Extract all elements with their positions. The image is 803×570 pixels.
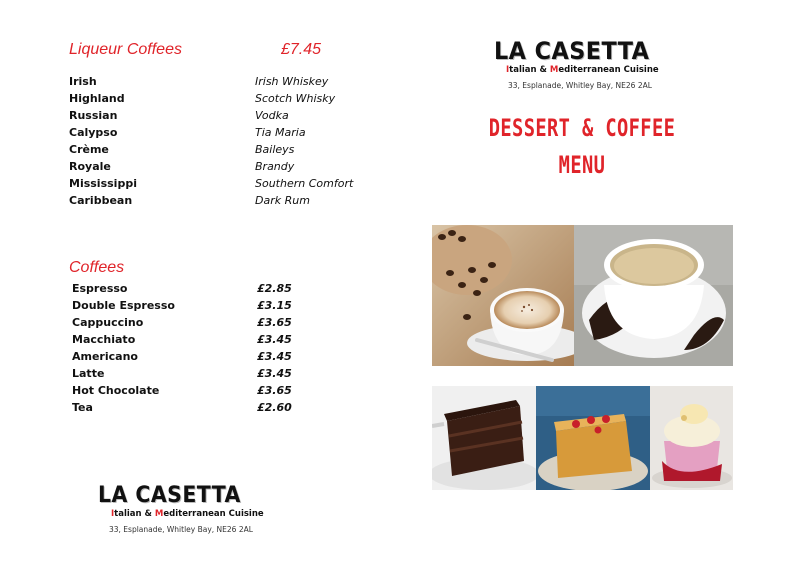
coffee-name: Cappuccino: [72, 316, 144, 329]
liqueur-spirit: Scotch Whisky: [255, 92, 336, 105]
liqueur-name: Royale: [69, 160, 111, 173]
coffee-price: £3.45: [257, 333, 292, 346]
tagline-part-2: editerranean Cuisine: [558, 65, 659, 75]
coffee-list: [72, 280, 332, 420]
liqueur-name: Mississippi: [69, 177, 137, 190]
liqueur-spirit: Brandy: [255, 160, 295, 173]
liqueur-spirit: Southern Comfort: [255, 177, 354, 190]
tagline-part-1: talian &: [509, 65, 550, 75]
list-item: [69, 107, 399, 124]
list-item: [69, 73, 399, 90]
tagline-initial-m: M: [549, 65, 559, 75]
list-item: [69, 90, 399, 107]
logo-name: LA CASETTA: [98, 483, 241, 508]
headline-line-1: DESSERT & COFFEE: [488, 114, 676, 142]
tagline-initial-i: I: [506, 65, 510, 75]
tagline-initial-m: M: [154, 509, 164, 519]
logo-top: [494, 37, 684, 90]
coffee-name: Double Espresso: [72, 299, 175, 312]
liqueur-spirit: Tia Maria: [255, 126, 306, 139]
list-item: [69, 158, 399, 175]
coffee-price: £3.45: [257, 367, 292, 380]
list-item: [72, 297, 332, 314]
list-item: [72, 365, 332, 382]
list-item: [72, 331, 332, 348]
coffee-name: Tea: [72, 401, 93, 414]
logo-address: 33, Esplanade, Whitley Bay, NE26 2AL: [109, 525, 253, 534]
liqueur-spirit: Dark Rum: [255, 194, 310, 207]
coffee-price: £2.85: [257, 282, 292, 295]
liqueur-name: Calypso: [69, 126, 118, 139]
coffee-cup-photo: [574, 225, 733, 366]
coffee-name: Americano: [72, 350, 138, 363]
logo-name: LA CASETTA: [494, 37, 650, 65]
liqueur-name: Russian: [69, 109, 118, 122]
tagline-part-2: editerranean Cuisine: [163, 509, 264, 519]
logo-address: 33, Esplanade, Whitley Bay, NE26 2AL: [508, 81, 652, 90]
liqueur-price: £7.45: [281, 41, 322, 58]
liqueur-name: Highland: [69, 92, 125, 105]
logo-bottom: [98, 483, 278, 534]
coffee-name: Hot Chocolate: [72, 384, 160, 397]
liqueur-name: Crème: [69, 143, 109, 156]
logo-tagline: [506, 65, 684, 75]
coffee-price: £3.65: [257, 316, 292, 329]
coffee-name: Espresso: [72, 282, 128, 295]
logo-tagline: [111, 509, 278, 519]
tagline-initial-i: I: [111, 509, 115, 519]
liqueur-list: [69, 73, 399, 213]
list-item: [72, 399, 332, 416]
coffees-section-title: Coffees: [69, 259, 125, 276]
liqueur-spirit: Baileys: [255, 143, 295, 156]
coffee-name: Macchiato: [72, 333, 136, 346]
headline-line-2: MENU: [558, 151, 606, 179]
list-item: [72, 382, 332, 399]
chocolate-cake-photo: [432, 386, 536, 490]
liqueur-name: Caribbean: [69, 194, 133, 207]
list-item: [72, 314, 332, 331]
berry-dessert-photo: [650, 386, 733, 490]
tagline-part-1: talian &: [114, 509, 155, 519]
liqueur-section-title: Liqueur Coffees: [69, 41, 182, 58]
coffee-name: Latte: [72, 367, 105, 380]
list-item: [69, 124, 399, 141]
liqueur-spirit: Irish Whiskey: [255, 75, 329, 88]
list-item: [72, 348, 332, 365]
liqueur-spirit: Vodka: [255, 109, 289, 122]
liqueur-name: Irish: [69, 75, 97, 88]
list-item: [69, 141, 399, 158]
list-item: [69, 192, 399, 209]
coffee-price: £3.15: [257, 299, 292, 312]
coffee-price: £3.65: [257, 384, 292, 397]
coffee-price: £3.45: [257, 350, 292, 363]
list-item: [69, 175, 399, 192]
cappuccino-photo: [432, 225, 574, 366]
coffee-price: £2.60: [257, 401, 292, 414]
pudding-photo: [536, 386, 650, 490]
list-item: [72, 280, 332, 297]
